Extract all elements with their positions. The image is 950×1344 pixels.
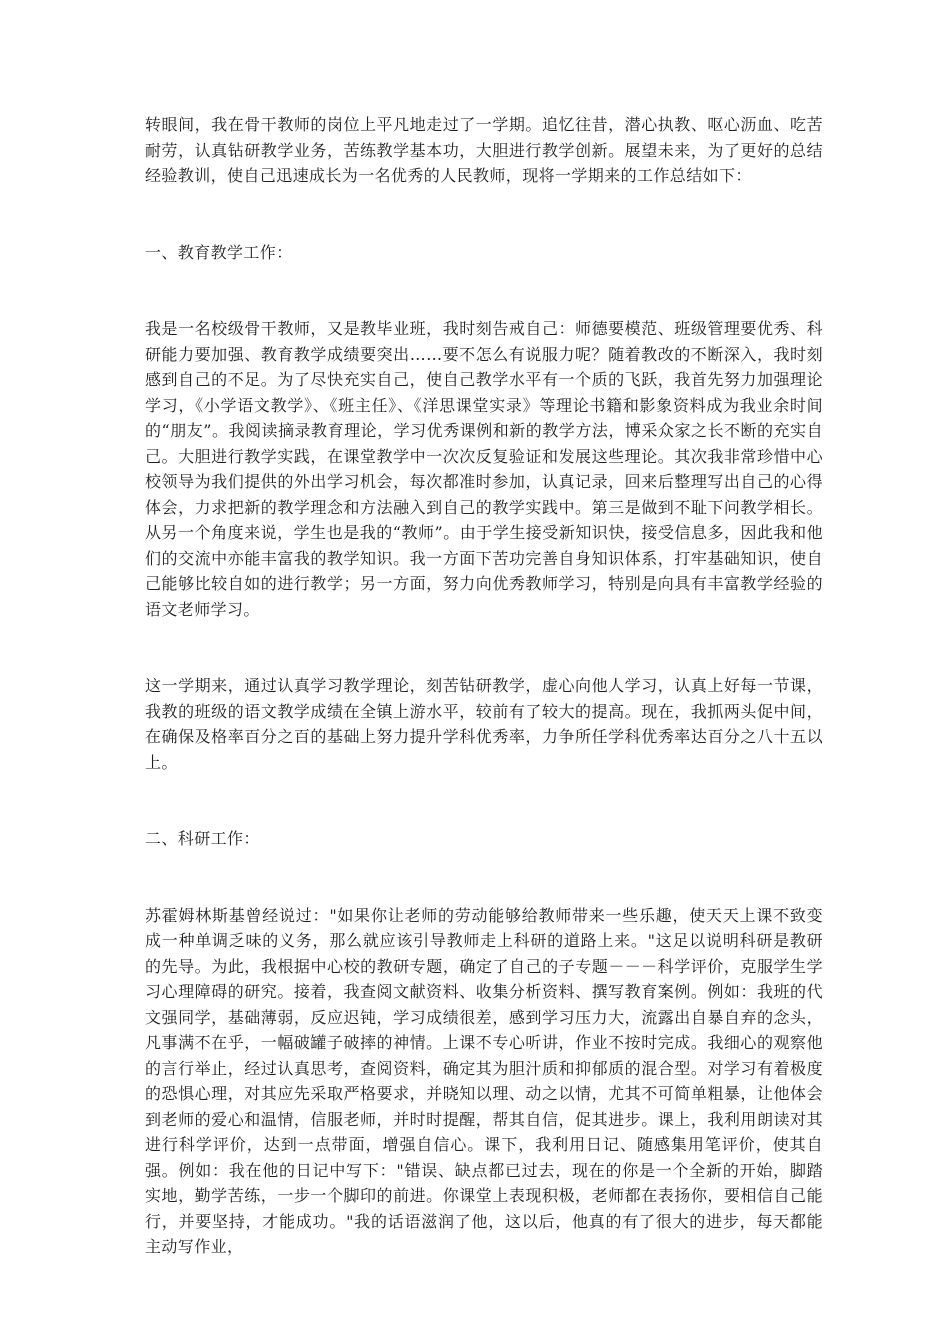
section-heading-education-teaching: 一、教育教学工作： xyxy=(145,242,293,262)
semester-results-paragraph: 这一学期来，通过认真学习教学理论，刻苦钻研教学，虚心向他人学习，认真上好每一节课，我教的班级的语文教学成绩在全镇上游水平，较前有了较大的提高。现在，我抓两头促中间，在确保及格率百分之百的基础上努力提升学科优秀率，力争所任学科优秀率达百分之八十五以上。 xyxy=(145,676,823,772)
education-teaching-paragraph: 我是一名校级骨干教师，又是教毕业班，我时刻告戒自己：师德要模范、班级管理要优秀、科研能力要加强、教育教学成绩要突出……要不怎么有说服力呢？随着教改的不断深入，我时刻感到自己的不足。为了尽快充实自己，使自己教学水平有一个质的飞跃，我首先努力加强理论学习，《小学语文教学》、《班主任》、《洋思课堂实录》等理论书籍和影象资料成为我业余时间的“朋友”。我阅读摘录教育理论，学习优秀课例和新的教学方法，博采众家之长不断的充实自己。大胆进行教学实践，在课堂教学中一次次反复验证和发展这些理论。其次我非常珍惜中心校领导为我们提供的外出学习机会，每次都准时参加，认真记录，回来后整理写出自己的心得体会，力求把新的教学理念和方法融入到自己的教学实践中。第三是做到不耻下问教学相长。从另一个角度来说，学生也是我的“教师”。由于学生接受新知识快，接受信息多，因此我和他们的交流中亦能丰富我的教学知识。我一方面下苦功完善自身知识体系，打牢基础知识，使自己能够比较自如的进行教学；另一方面，努力向优秀教师学习，特别是向具有丰富教学经验的语文老师学习。 xyxy=(145,319,823,619)
section-heading-research-work: 二、科研工作： xyxy=(145,829,260,848)
document-page xyxy=(145,112,823,1311)
research-work-paragraph: 苏霍姆林斯基曾经说过："如果你让老师的劳动能够给教师带来一些乐趣，使天天上课不致变成一种单调乏味的义务，那么就应该引导教师走上科研的道路上来。"这足以说明科研是教研的先导。为此，我根据中心校的教研专题，确定了自己的子专题－－－科学评价，克服学生学习心理障碍的研究。接着，我查阅文献资料、收集分析资料、撰写教育案例。例如：我班的代文强同学，基础薄弱，反应迟钝，学习成绩很差，感到学习压力大，流露出自暴自弃的念头，凡事满不在乎，一幅破罐子破摔的神情。上课不专心听讲，作业不按时完成。我细心的观察他的言行举止，经过认真思考，查阅资料，确定其为胆汁质和抑郁质的混合型。对学习有着极度的恐惧心理，对其应先采取严格要求，并晓知以理、动之以情，尤其不可简单粗暴，让他体会到老师的爱心和温情，信服老师，并时时提醒，帮其自信，促其进步。课上，我利用朗读对其进行科学评价，达到一点带面，增强自信心。课下，我利用日记、随感集用笔评价，使其自强。例如：我在他的日记中写下："错误、缺点都已过去，现在的你是一个全新的开始，脚踏实地，勤学苦练，一步一个脚印的前进。你课堂上表现积极，老师都在表扬你，要相信自己能行，并要坚持，才能成功。"我的话语滋润了他，这以后，他真的有了很大的进步，每天都能主动写作业， xyxy=(145,905,823,1256)
intro-paragraph: 转眼间，我在骨干教师的岗位上平凡地走过了一学期。追忆往昔，潜心执教、呕心沥血、吃苦耐劳，认真钻研教学业务，苦练教学基本功，大胆进行教学创新。展望未来，为了更好的总结经验教训，使自己迅速成长为一名优秀的人民教师，现将一学期来的工作总结如下： xyxy=(145,115,823,185)
